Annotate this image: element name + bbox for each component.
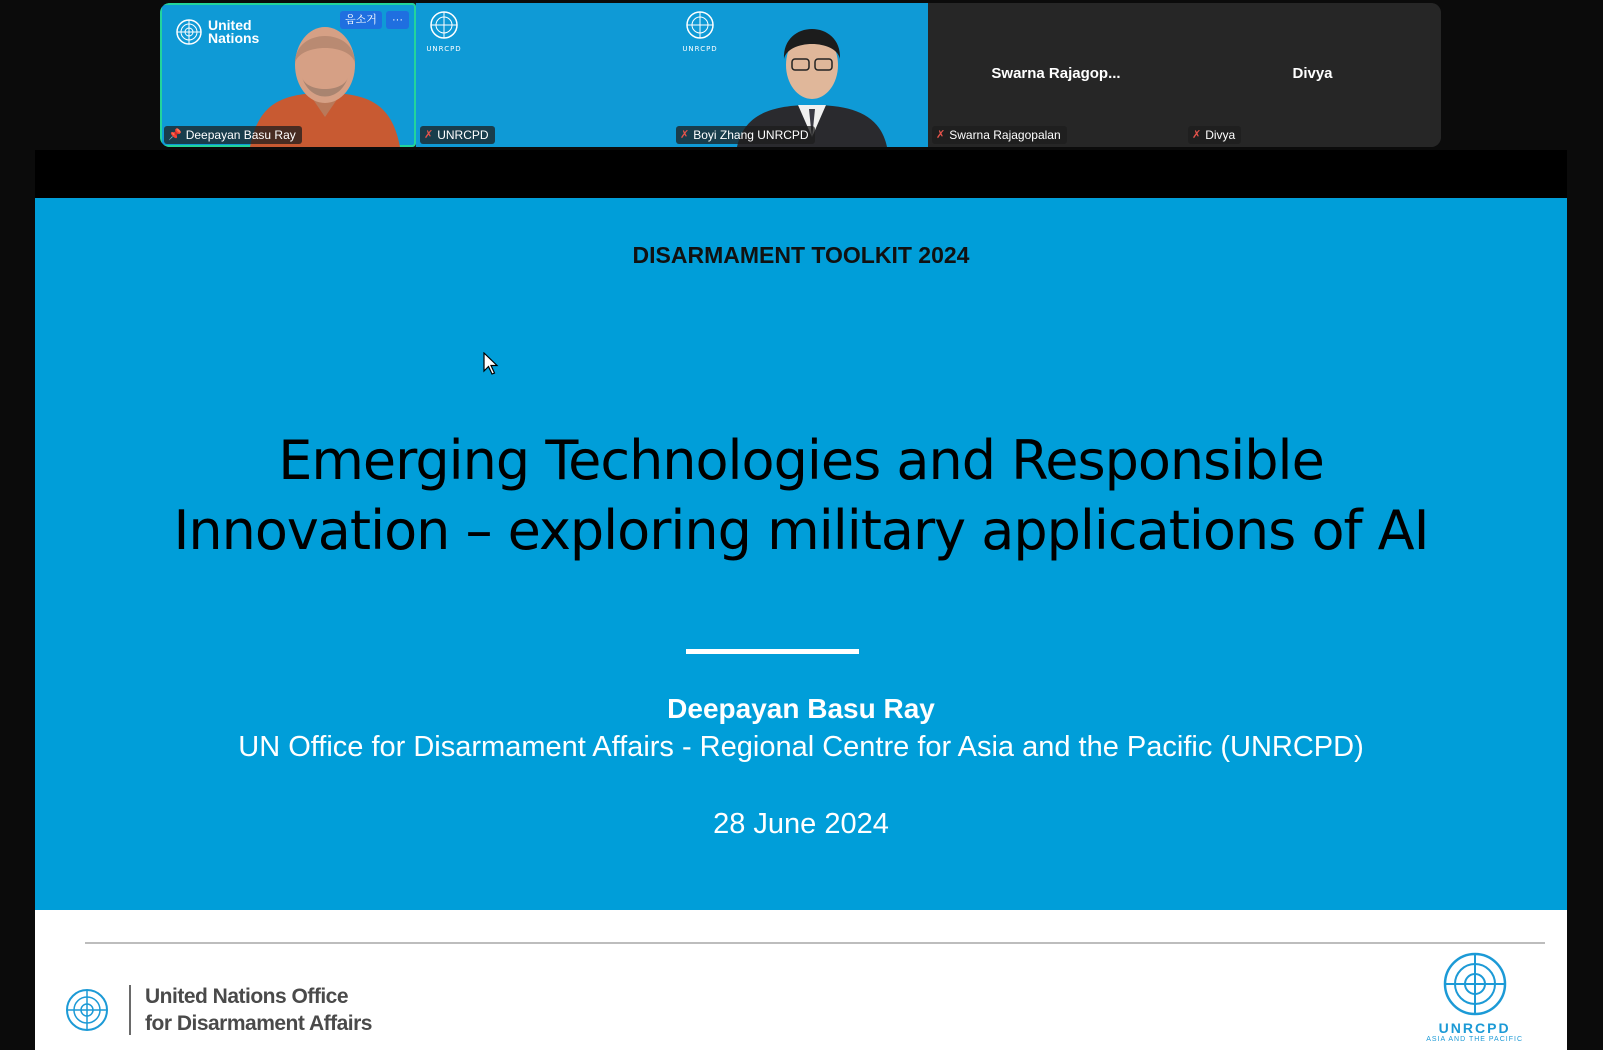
un-logo-text: United Nations bbox=[208, 17, 260, 46]
participant-name: UNRCPD bbox=[437, 128, 489, 142]
un-globe-icon bbox=[174, 17, 204, 47]
unoda-line-2: for Disarmament Affairs bbox=[145, 1012, 372, 1035]
participant-name: Deepayan Basu Ray bbox=[185, 128, 296, 142]
unoda-logo bbox=[57, 983, 372, 1037]
un-globe-icon bbox=[680, 9, 720, 43]
un-globe-icon bbox=[424, 9, 464, 43]
more-options-button[interactable]: ··· bbox=[386, 11, 409, 29]
participant-name-tag bbox=[932, 126, 1067, 144]
unrcpd-logo-text: UNRCPD bbox=[426, 45, 462, 53]
participant-name: Divya bbox=[1205, 128, 1236, 142]
headline-line-2: Innovation – exploring military applications of AI bbox=[173, 499, 1429, 562]
mic-muted-icon: ✗ bbox=[936, 129, 946, 141]
slide-top-letterbox bbox=[35, 150, 1567, 198]
participant-display-name: Swarna Rajagop... bbox=[991, 65, 1121, 82]
unrcpd-logo bbox=[680, 9, 720, 53]
footer-rule bbox=[85, 942, 1545, 944]
participant-tile-swarna[interactable] bbox=[928, 3, 1184, 147]
participant-tile-boyi-zhang[interactable] bbox=[672, 3, 928, 147]
mouse-cursor-icon bbox=[483, 352, 499, 376]
mic-muted-icon: ✗ bbox=[424, 129, 434, 141]
participant-tile-unrcpd[interactable] bbox=[416, 3, 672, 147]
presenter-name: Deepayan Basu Ray bbox=[667, 693, 935, 724]
participant-name-tag bbox=[164, 126, 302, 144]
participant-name-tag bbox=[420, 126, 495, 144]
mute-button[interactable]: 음소거 bbox=[340, 11, 382, 29]
unoda-line-1: United Nations Office bbox=[145, 985, 349, 1008]
participant-name-tag bbox=[676, 126, 815, 144]
participant-strip bbox=[160, 3, 1441, 147]
un-globe-icon bbox=[57, 985, 117, 1035]
un-globe-icon bbox=[1433, 948, 1517, 1020]
slide-kicker: DISARMAMENT TOOLKIT 2024 bbox=[632, 242, 970, 268]
participant-tile-divya[interactable] bbox=[1184, 3, 1441, 147]
participant-display-name: Divya bbox=[1292, 65, 1333, 82]
shared-slide bbox=[35, 198, 1567, 910]
mic-muted-icon: ✗ bbox=[1192, 129, 1202, 141]
slide-footer bbox=[35, 910, 1567, 1050]
unoda-logo-text bbox=[145, 983, 372, 1037]
headline-line-1: Emerging Technologies and Responsible bbox=[278, 429, 1324, 492]
presenter-organization: UN Office for Disarmament Affairs - Regional Centre for Asia and the Pacific (UNRCPD) bbox=[238, 731, 1364, 763]
slide-divider bbox=[686, 649, 859, 654]
logo-separator bbox=[129, 985, 131, 1035]
slide-headline bbox=[95, 426, 1507, 566]
presentation-date: 28 June 2024 bbox=[713, 808, 889, 840]
participant-name: Boyi Zhang UNRCPD bbox=[693, 128, 809, 142]
pin-icon: 📌 bbox=[168, 129, 182, 141]
unrcpd-emblem-logo bbox=[1426, 948, 1523, 1043]
unrcpd-logo bbox=[424, 9, 464, 53]
participant-name: Swarna Rajagopalan bbox=[949, 128, 1061, 142]
unrcpd-logo-text: UNRCPD bbox=[682, 45, 718, 53]
participant-name-tag bbox=[1188, 126, 1241, 144]
participant-tile-deepayan[interactable] bbox=[160, 3, 416, 147]
mic-muted-icon: ✗ bbox=[680, 129, 690, 141]
unrcpd-logo-text: UNRCPD bbox=[1438, 1020, 1511, 1036]
unrcpd-logo-subtext: ASIA AND THE PACIFIC bbox=[1426, 1036, 1523, 1043]
